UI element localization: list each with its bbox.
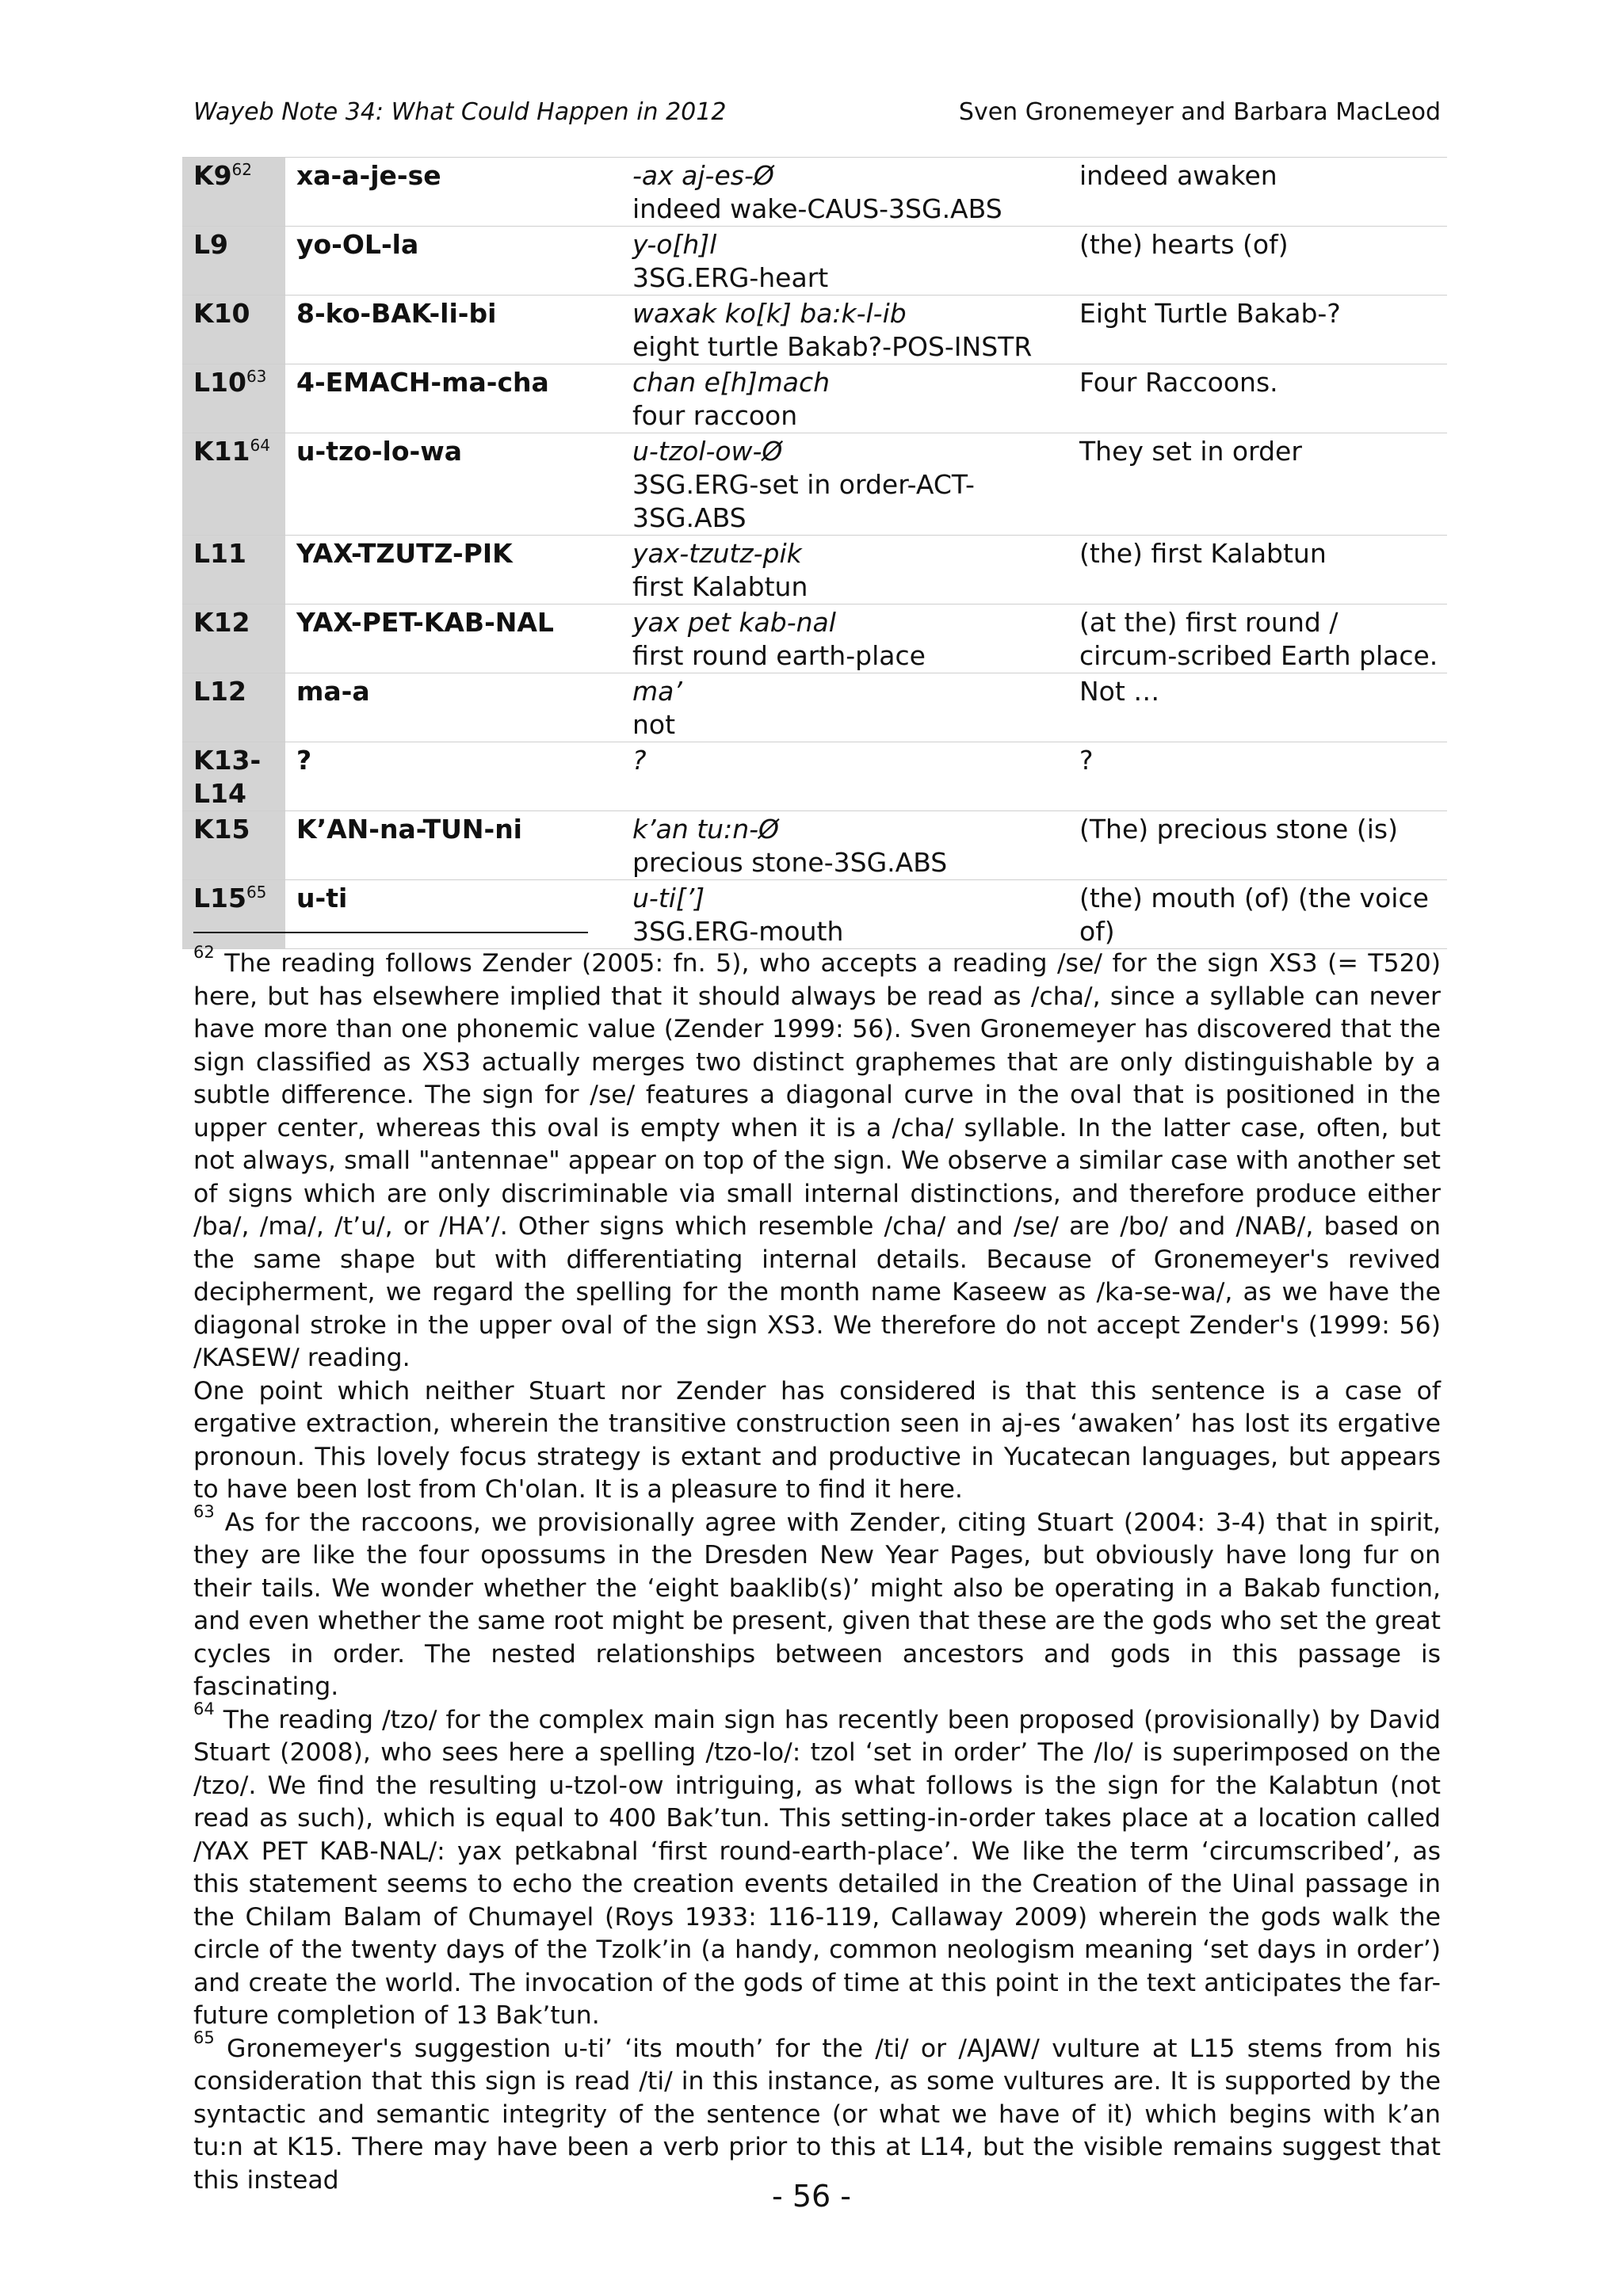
footnote-text: As for the raccoons, we provisionally agree with Zender, citing Stuart (2004: 3-4) that in spirit, they are like the four opossums in the Dresden New Year Pages, but obviously have long fur on their tails. We wonder whether the ‘eight baaklib(s)’ might also be operating in a Bakab function, and even whether the same root might be present, given that these are the gods who set the great cycles in order. The nested relationships between ancestors and gods in this passage is fascinating. bbox=[193, 1508, 1441, 1701]
transcription-line: -ax aj-es-Ø bbox=[632, 160, 774, 191]
table-row bbox=[182, 880, 1447, 949]
glyph-locator: K10 bbox=[182, 296, 285, 364]
running-header bbox=[193, 98, 1441, 126]
translation: Not … bbox=[1068, 673, 1447, 742]
transliteration: u-tzo-lo-wa bbox=[285, 433, 621, 536]
transcription-line: chan e[h]mach bbox=[632, 367, 831, 398]
transliteration: 8-ko-BAK-li-bi bbox=[285, 296, 621, 364]
translation: ? bbox=[1068, 742, 1447, 811]
footnote-rule bbox=[193, 932, 588, 933]
glyph-locator: L9 bbox=[182, 227, 285, 296]
gloss-table bbox=[182, 157, 1447, 949]
transcription-line: u-tzol-ow-Ø bbox=[632, 436, 783, 467]
footnote-number: 65 bbox=[193, 2027, 215, 2047]
morpheme-gloss: 3SG.ERG-mouth bbox=[632, 916, 844, 947]
table-row bbox=[182, 811, 1447, 880]
transcription bbox=[621, 880, 1068, 949]
glyph-locator: K13-L14 bbox=[182, 742, 285, 811]
table-row bbox=[182, 433, 1447, 536]
transcription bbox=[621, 536, 1068, 605]
transcription-line: yax pet kab-nal bbox=[632, 607, 836, 638]
footnote-ref: 62 bbox=[231, 160, 252, 179]
translation: Four Raccoons. bbox=[1068, 364, 1447, 433]
footnote-text: The reading follows Zender (2005: fn. 5), who accepts a reading /se/ for the sign XS3 (= T520) here, but has elsewhere implied that it should always be read as /cha/, since a syllable can never have more than one phonemic value (Zender 1999: 56). Sven Gronemeyer has discovered that the sign classified as XS3 actually merges two distinct graphemes that are only distinguishable by a subtle difference. The sign for /se/ features a diagonal curve in the oval that is positioned in the upper center, whereas this oval is empty when it is a /cha/ syllable. In the latter case, often, but not always, small "antennae" appear on top of the sign. We observe a similar case with another set of signs which are only discriminable via small internal distinctions, and therefore produce either /ba/, /ma/, /t’u/, or /HA’/. Other signs which resemble /cha/ and /se/ are /bo/ and /NAB/, based on the same shape but with differentiating internal details. Because of Gronemeyer's revived decipherment, we regard the spelling for the month name Kaseew as /ka-se-wa/, as we have the diagonal stroke in the upper oval of the sign XS3. We therefore do not accept Zender's (1999: 56) /KASEW/ reading. bbox=[193, 949, 1442, 1372]
transcription-line: ma’ bbox=[632, 676, 682, 707]
footnote-ref: 64 bbox=[250, 436, 270, 455]
table-row bbox=[182, 673, 1447, 742]
transcription bbox=[621, 296, 1068, 364]
page-number: - 56 - bbox=[772, 2179, 851, 2214]
morpheme-gloss: indeed wake-CAUS-3SG.ABS bbox=[632, 193, 1002, 224]
transcription bbox=[621, 811, 1068, 880]
transliteration: YAX-PET-KAB-NAL bbox=[285, 605, 621, 673]
morpheme-gloss: eight turtle Bakab?-POS-INSTR bbox=[632, 331, 1033, 362]
transcription bbox=[621, 742, 1068, 811]
translation: (The) precious stone (is) bbox=[1068, 811, 1447, 880]
glyph-locator: L12 bbox=[182, 673, 285, 742]
glyph-locator: K12 bbox=[182, 605, 285, 673]
glyph-locator: $L10^{63}$ bbox=[182, 364, 285, 433]
translation: They set in order bbox=[1068, 433, 1447, 536]
footnote-text: Gronemeyer's suggestion u-ti’ ‘its mouth’ for the /ti/ or /AJAW/ vulture at L15 stems from his consideration that this sign is read /ti/ in this instance, as some vultures are. It is supported by the syntactic and semantic integrity of the sentence (or what we have of it) which begins with k’an tu:n at K15. There may have been a verb prior to this at L14, but the visible remains suggest that this instead bbox=[193, 2034, 1441, 2195]
table-row bbox=[182, 536, 1447, 605]
transcription-line: yax-tzutz-pik bbox=[632, 538, 802, 569]
transliteration: ? bbox=[285, 742, 621, 811]
footnote-number: 63 bbox=[193, 1501, 215, 1521]
transcription bbox=[621, 227, 1068, 296]
table-row bbox=[182, 364, 1447, 433]
table-row bbox=[182, 227, 1447, 296]
header-title: Wayeb Note 34: What Could Happen in 2012 bbox=[193, 98, 727, 126]
transcription-line: u-ti[’] bbox=[632, 883, 705, 913]
transliteration: K’AN-na-TUN-ni bbox=[285, 811, 621, 880]
translation: (at the) first round / circum-scribed Earth place. bbox=[1068, 605, 1447, 673]
table-row bbox=[182, 742, 1447, 811]
glyph-locator: K15 bbox=[182, 811, 285, 880]
morpheme-gloss: not bbox=[632, 709, 676, 740]
footnotes bbox=[193, 943, 1442, 2197]
transcription bbox=[621, 605, 1068, 673]
transcription bbox=[621, 433, 1068, 536]
translation: Eight Turtle Bakab-? bbox=[1068, 296, 1447, 364]
footnote-ref: 63 bbox=[246, 367, 267, 386]
morpheme-gloss: precious stone-3SG.ABS bbox=[632, 847, 948, 878]
footnote bbox=[193, 943, 1442, 1375]
transcription bbox=[621, 158, 1068, 227]
transliteration: ma-a bbox=[285, 673, 621, 742]
transliteration: yo-OL-la bbox=[285, 227, 621, 296]
table-row bbox=[182, 296, 1447, 364]
translation: (the) hearts (of) bbox=[1068, 227, 1447, 296]
transliteration: xa-a-je-se bbox=[285, 158, 621, 227]
translation: (the) first Kalabtun bbox=[1068, 536, 1447, 605]
footnote-text: One point which neither Stuart nor Zender has considered is that this sentence is a case of ergative extraction, wherein the transitive construction seen in aj-es ‘awaken’ has lost its ergative pronoun. This lovely focus strategy is extant and productive in Yucatecan languages, but appears to have been lost from Ch'olan. It is a pleasure to find it here. bbox=[193, 1376, 1441, 1504]
translation: (the) mouth (of) (the voice of) bbox=[1068, 880, 1447, 949]
header-authors: Sven Gronemeyer and Barbara MacLeod bbox=[958, 98, 1441, 126]
footnote bbox=[193, 1699, 1442, 2033]
footnote-ref: 65 bbox=[246, 883, 267, 902]
footnote-text: The reading /tzo/ for the complex main sign has recently been proposed (provisionally) by David Stuart (2008), who sees here a spelling /tzo-lo/: tzol ‘set in order’ The /lo/ is superimposed on the /tzo/. We find the resulting u-tzol-ow intriguing, as what follows is the sign for the Kalabtun (not read as such), which is equal to 400 Bak’tun. This setting-in-order takes place at a location called /YAX PET KAB-NAL/: yax petkabnal ‘first round-earth-place’. We like the term ‘circumscribed’, as this statement seems to echo the creation events detailed in the Creation of the Uinal passage in the Chilam Balam of Chumayel (Roys 1933: 116-119, Callaway 2009) wherein the gods walk the circle of the twenty days of the Tzolk’in (a handy, common neologism meaning ‘set days in order’) and create the world. The invocation of the gods of time at this point in the text anticipates the far-future completion of 13 Bak’tun. bbox=[193, 1705, 1442, 2030]
transcription bbox=[621, 673, 1068, 742]
transcription bbox=[621, 364, 1068, 433]
glyph-locator: $K9^{62}$ bbox=[182, 158, 285, 227]
transcription-line: y-o[h]l bbox=[632, 229, 717, 260]
morpheme-gloss: first Kalabtun bbox=[632, 571, 808, 602]
transliteration: 4-EMACH-ma-cha bbox=[285, 364, 621, 433]
morpheme-gloss: four raccoon bbox=[632, 400, 798, 431]
footnote-number: 62 bbox=[193, 943, 215, 962]
table-row bbox=[182, 605, 1447, 673]
footnote bbox=[193, 1501, 1441, 1704]
morpheme-gloss: 3SG.ERG-set in order-ACT-3SG.ABS bbox=[632, 469, 975, 533]
transliteration: YAX-TZUTZ-PIK bbox=[285, 536, 621, 605]
glyph-locator: $K11^{64}$ bbox=[182, 433, 285, 536]
glyph-locator: L11 bbox=[182, 536, 285, 605]
footnote bbox=[193, 1375, 1441, 1507]
transcription-line: ? bbox=[632, 745, 647, 776]
transliteration: u-ti bbox=[285, 880, 621, 949]
table-row bbox=[182, 158, 1447, 227]
footnote bbox=[193, 2027, 1441, 2198]
footnote-number: 64 bbox=[193, 1699, 215, 1718]
morpheme-gloss: 3SG.ERG-heart bbox=[632, 262, 829, 293]
translation: indeed awaken bbox=[1068, 158, 1447, 227]
transcription-line: k’an tu:n-Ø bbox=[632, 814, 779, 845]
glyph-locator: $L15^{65}$ bbox=[182, 880, 285, 949]
morpheme-gloss: first round earth-place bbox=[632, 640, 926, 671]
transcription-line: waxak ko[k] ba:k-l-ib bbox=[632, 298, 907, 329]
